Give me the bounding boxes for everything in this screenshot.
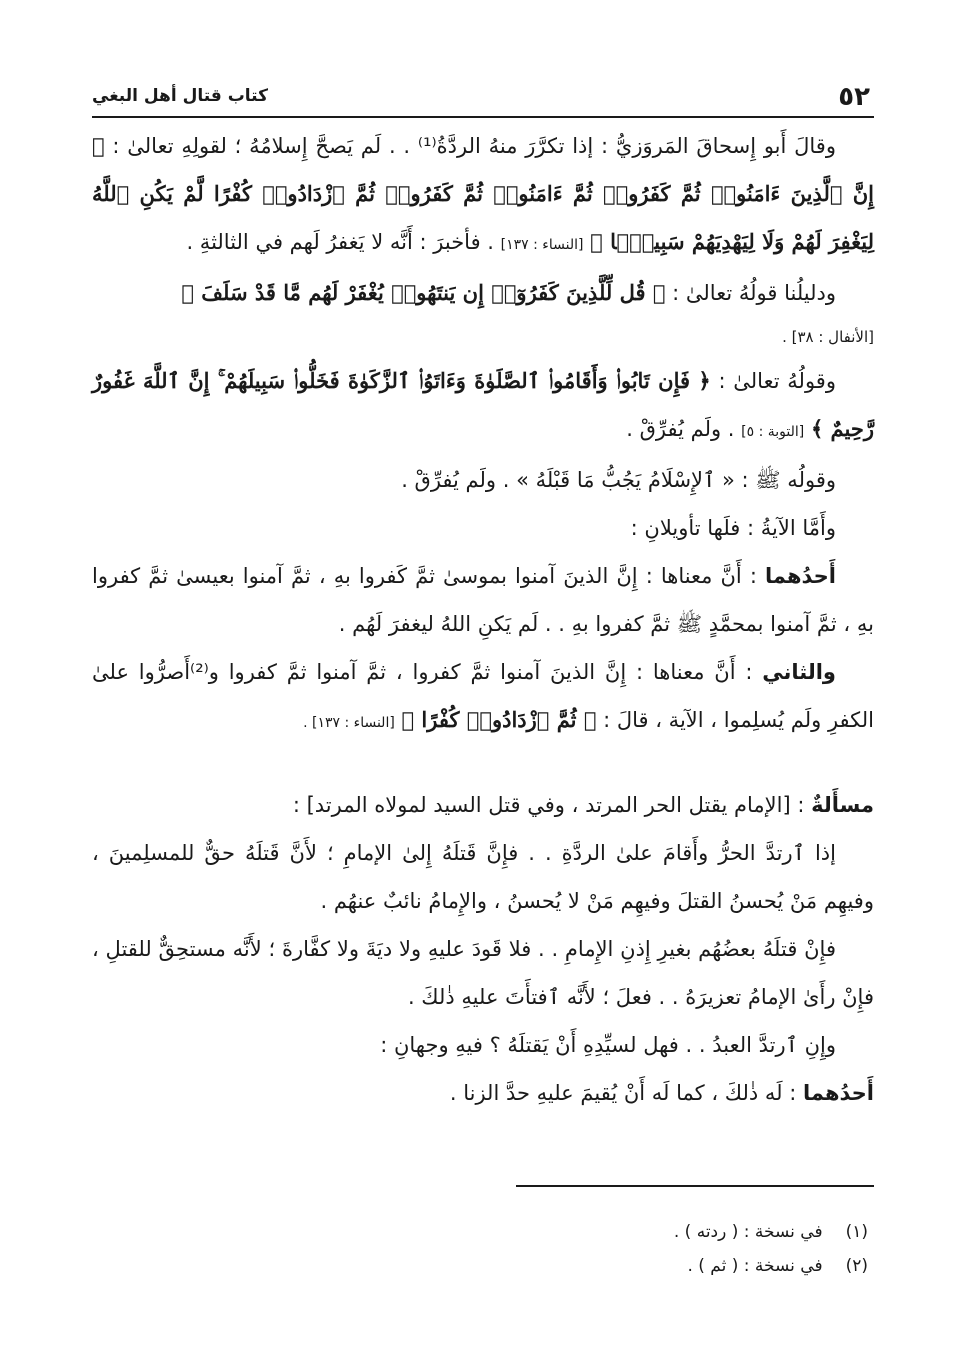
quran-verse: ﴿ قُل لِّلَّذِينَ كَفَرُوٓا۟ إِن يَنتَهُوا۟ يُغْفَرْ لَهُم مَّا قَدْ سَلَفَ ﴾ (181, 280, 666, 305)
paragraph-text: : لَه ذٰلكَ ، كما لَه أَنْ يُقيمَ عليهِ حدَّ الزنا . (449, 1081, 797, 1105)
paragraph-lead: أَحدُهما (803, 1081, 874, 1105)
paragraph (92, 122, 874, 269)
footnotes (92, 1215, 874, 1283)
issue-heading (92, 781, 874, 829)
issue-label: مسأَلةٌ (811, 793, 874, 817)
verse-reference: [النساء : ١٣٧] (500, 237, 584, 253)
paragraph-text: . ولَم يُفرِّقْ . (626, 417, 735, 441)
paragraph: وقولُه ﷺ : « ٱلإِسْلَامُ يَجُبُّ مَا قَبْلَهُ » . ولَم يُفرِّقْ . (401, 468, 836, 492)
paragraph-text: : أَنَّ معناها : إِنَّ الذينَ آمنوا بموسىٰ ثمَّ كَفروا بهِ ، ثمَّ آمنوا بعيسىٰ ثمَّ كفروا بهِ ، ثمَّ آمنوا بمحمَّدٍ ﷺ ثمَّ كفروا بهِ . . لَم يَكنِ اللهُ ليغفرَ لَهُم . (92, 564, 874, 636)
running-title: كتاب قتال أهل البغي (92, 86, 268, 106)
paragraph (92, 269, 874, 317)
paragraph (92, 552, 874, 648)
footnote-number: (٢) (845, 1256, 868, 1276)
paragraph: إذا ٱرتدَّ الحرُّ وأَقامَ علىٰ الردَّةِ . . فإِنَّ قَتلَهُ إِلىٰ الإمامِ ؛ لأَنَّ قَتلَهُ حقٌّ للمسلِمينَ ، وفيهِم مَنْ يُحسنُ القتلَ وفيهِم مَنْ لا يُحسنُ ، والإِمامُ نائبٌ عنهُم . (92, 841, 874, 913)
paragraph (92, 648, 874, 747)
footnote-text: في نسخة : ( ردته ) . (673, 1222, 823, 1242)
paragraph-lead: أَحدُهما (765, 564, 836, 588)
page-body (92, 122, 874, 1117)
issue-title: : [الإمام يقتل الحر المرتد ، وفي قتل السيد لمولاه المرتد] : (292, 793, 805, 817)
footnote-text: في نسخة : ( ثم ) . (687, 1256, 823, 1276)
paragraph (92, 1069, 874, 1117)
section-gap (92, 747, 874, 781)
page-number: ٥٢ (838, 82, 870, 112)
paragraph: وإِنِ ٱرتدَّ العبدُ . . فهل لسيِّدِهِ أَنْ يَقتلَهُ ؟ فيهِ وجهانِ : (380, 1033, 836, 1057)
verse-reference-line (92, 317, 874, 357)
footnote-separator (516, 1185, 874, 1187)
paragraph-text: . فأخبرَ : أَنَّه لا يَغفرُ لَهم في الثالثةِ . (186, 230, 494, 254)
footnote-number: (١) (845, 1222, 868, 1242)
footnote (92, 1249, 874, 1283)
verse-reference: [التوبة : ٥] (741, 424, 805, 440)
page-header (92, 78, 874, 118)
footnote (92, 1215, 874, 1249)
paragraph-lead: والثاني (762, 660, 836, 684)
paragraph (92, 357, 874, 456)
verse-reference: [النساء : ١٣٧] . (303, 715, 395, 731)
paragraph-text: ودليلُنا قولُهُ تعالىٰ : (672, 281, 836, 305)
paragraph-text: وقالَ أَبو إِسحاقَ المَروَزيُّ : إذا تكرَّرَ منهُ الردَّةُ⁽¹⁾ . . لَم يَصحَّ إِسلامُهُ ؛ لقولِهِ تعالىٰ : (112, 134, 836, 158)
quran-verse: ﴿ ثُمَّ ٱزْدَادُوا۟ كُفْرًا ﴾ (401, 707, 597, 732)
quran-verse: ﴿ إِنَّ ٱلَّذِينَ ءَامَنُوا۟ ثُمَّ كَفَرُوا۟ ثُمَّ ءَامَنُوا۟ ثُمَّ كَفَرُوا۟ ثُمَّ ٱزْدَادُوا۟ كُفْرًا لَّمْ يَكُنِ ٱللَّهُ لِيَغْفِرَ لَهُمْ وَلَا لِيَهْدِيَهُمْ سَبِيلًۢا ﴾ (92, 133, 874, 254)
paragraph: وأَمَّا الآيةُ : فلَها تأويلانِ : (630, 516, 836, 540)
paragraph: فإِنْ قتلَهُ بعضُهُم بغيرِ إِذنِ الإِمامِ . . فلا قَودَ عليهِ ولا ديَةَ ولا كفَّارةَ ؛ لأَنَّه مستحِقٌّ للقتلِ ، فإِنْ رأَىٰ الإمامُ تعزيرَهُ . . فعلَ ؛ لأَنَّه ٱفتأَتَ عليهِ ذٰلكَ . (92, 937, 874, 1009)
paragraph-text: : أَنَّ معناها : إِنَّ الذينَ آمنوا ثمَّ كفروا ، ثمَّ آمنوا ثمَّ كفروا و⁽²⁾أَصرُّوا علىٰ الكفرِ ولَم يُسلِموا ، الآية ، قالَ : (92, 660, 874, 732)
quran-verse: ﴿ فَإِن تَابُوا۟ وَأَقَامُوا۟ ٱلصَّلَوٰةَ وَءَاتَوُا۟ ٱلزَّكَوٰةَ فَخَلُّوا۟ سَبِيلَهُمْ ۚ إِنَّ ٱللَّهَ غَفُورٌ رَّحِيمٌ ﴾ (92, 368, 874, 441)
paragraph-text: وقولُهُ تعالىٰ : (718, 369, 836, 393)
verse-reference: [الأنفال : ٣٨] . (782, 328, 874, 346)
